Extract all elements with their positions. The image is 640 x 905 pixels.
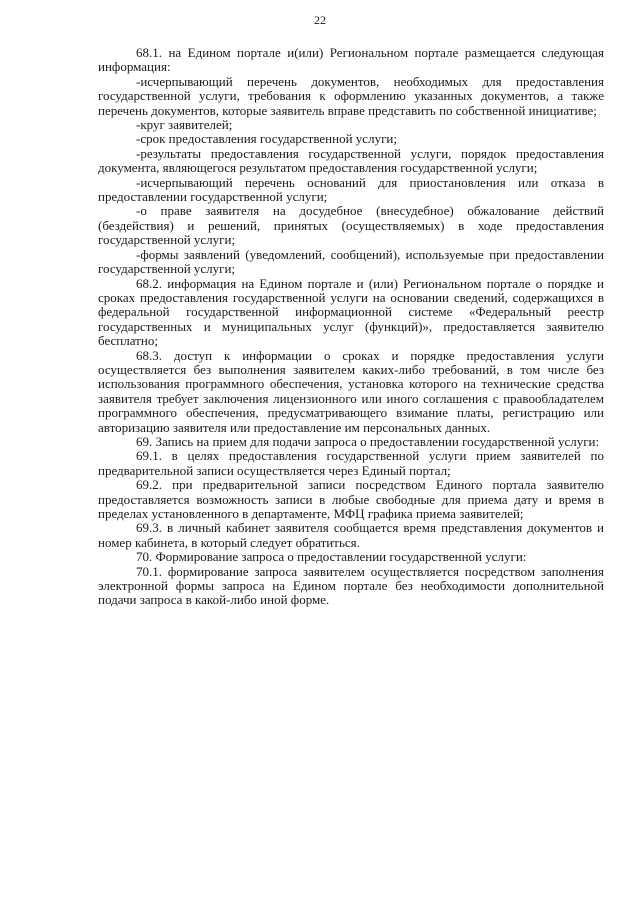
paragraph-68-1: 68.1. на Едином портале и(или) Региональном портале размещается следующая информация: <box>98 45 604 75</box>
list-item-applicants: -круг заявителей; <box>136 117 233 133</box>
list-item-results: -результаты предоставления государственной услуги, порядок предоставления документа, являющегося результатом предоставления государственной услуги; <box>98 145 604 176</box>
paragraph-69: 69. Запись на прием для подачи запроса о предоставлении государственной услуги: <box>136 433 600 449</box>
paragraph-69-3: 69.3. в личный кабинет заявителя сообщается время представления документов и номер кабинета, в который следует обратиться. <box>98 520 604 550</box>
paragraph-70-1: 70.1. формирование запроса заявителем осуществляется посредством заполнения электронной формы запроса на Едином портале без необходимости дополнительной подачи запроса в какой-либо иной форме. <box>98 563 604 608</box>
paragraph-68-2: 68.2. информация на Едином портале и (или) Региональном портале о порядке и сроках предоставления государственной услуги на основании сведений, содержащихся в федеральной государственной информационной системе «Федеральный реестр государственных и муниципальных услуг (функций)», предоставляется заявителю бесплатно; <box>98 275 604 349</box>
list-item-forms: -формы заявлений (уведомлений, сообщений), используемые при предоставлении государственной услуги; <box>98 246 604 277</box>
list-item-refusal-grounds: -исчерпывающий перечень оснований для приостановления или отказа в предоставлении государственной услуги; <box>98 174 604 205</box>
paragraph-68-3: 68.3. доступ к информации о сроках и порядке предоставления услуги осуществляется без выполнения заявителем каких-либо требований, в том числе без использования программного обеспечения, установка которого на технические средства заявителя требует заключения лицензионного или иного соглашения с правообладателем программного обеспечения, предусматривающего взимание платы, регистрацию или авторизацию заявителя или предоставление им персональных данных. <box>98 347 604 435</box>
paragraph-70: 70. Формирование запроса о предоставлении государственной услуги: <box>136 549 527 565</box>
list-item-appeal-right: -о праве заявителя на досудебное (внесудебное) обжалование действий (бездействия) и решений, принятых (осуществляемых) в ходе предоставления государственной услуги; <box>98 203 604 248</box>
list-item-documents: -исчерпывающий перечень документов, необходимых для предоставления государственной услуги, требования к оформлению указанных документов, а также перечень документов, которые заявитель вправе представить по собственной инициативе; <box>98 73 604 118</box>
paragraph-69-2: 69.2. при предварительной записи посредством Единого портала заявителю предоставляется возможность записи в любые свободные для приема дату и время в пределах установленного в департаменте, МФЦ графика приема заявителей; <box>98 477 604 521</box>
list-item-term: -срок предоставления государственной услуги; <box>136 131 397 147</box>
document-body <box>98 46 604 608</box>
page-number: 22 <box>314 13 326 27</box>
paragraph-69-1: 69.1. в целях предоставления государственной услуги прием заявителей по предварительной записи осуществляется через Единый портал; <box>98 448 604 478</box>
